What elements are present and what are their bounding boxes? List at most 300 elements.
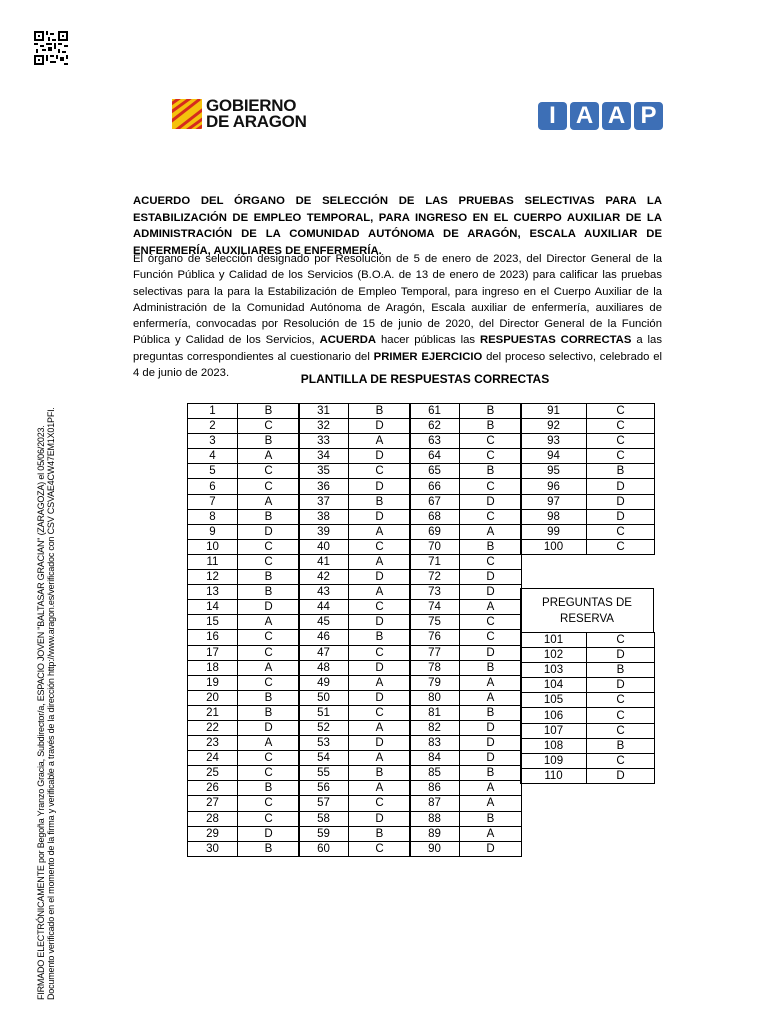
question-number: 31 <box>299 404 349 419</box>
question-number: 59 <box>299 826 349 841</box>
question-number: 61 <box>410 404 460 419</box>
answer-letter: B <box>238 570 300 585</box>
answer-row <box>299 660 411 675</box>
answer-letter: A <box>349 675 411 690</box>
question-number: 35 <box>299 464 349 479</box>
answer-row <box>299 675 411 690</box>
answer-row <box>188 494 300 509</box>
reserve-row <box>521 663 655 678</box>
answer-row <box>188 660 300 675</box>
answer-row <box>299 539 411 554</box>
reserve-answer: C <box>587 708 655 723</box>
answer-letter: A <box>238 660 300 675</box>
answer-row <box>410 434 522 449</box>
answer-letter: D <box>349 660 411 675</box>
answer-row <box>188 675 300 690</box>
answer-row <box>299 796 411 811</box>
question-number: 41 <box>299 554 349 569</box>
answer-row <box>410 585 522 600</box>
answer-row <box>410 675 522 690</box>
answer-letter: A <box>460 826 522 841</box>
body-part3: a las preguntas correspondientes al cuestionario del <box>133 334 662 363</box>
question-number: 16 <box>188 630 238 645</box>
question-number: 49 <box>299 675 349 690</box>
answer-row <box>299 736 411 751</box>
answer-row <box>299 630 411 645</box>
question-number: 14 <box>188 600 238 615</box>
question-number: 17 <box>188 645 238 660</box>
question-number: 65 <box>410 464 460 479</box>
answer-letter: C <box>460 630 522 645</box>
question-number: 100 <box>521 539 587 554</box>
answer-row <box>410 464 522 479</box>
iaap-letter: P <box>634 102 663 130</box>
answer-row <box>188 554 300 569</box>
answer-letter: A <box>460 600 522 615</box>
reserve-row <box>521 693 655 708</box>
question-number: 72 <box>410 570 460 585</box>
answer-letter: B <box>460 539 522 554</box>
answer-letter: C <box>349 705 411 720</box>
question-number: 30 <box>188 841 238 856</box>
answer-letter: D <box>349 690 411 705</box>
reserve-number: 102 <box>521 648 587 663</box>
answer-letter: D <box>238 720 300 735</box>
question-number: 64 <box>410 449 460 464</box>
question-number: 42 <box>299 570 349 585</box>
answer-row <box>299 705 411 720</box>
answer-row <box>299 509 411 524</box>
answer-letter: C <box>349 539 411 554</box>
question-number: 6 <box>188 479 238 494</box>
answer-letter: D <box>238 600 300 615</box>
question-number: 4 <box>188 449 238 464</box>
answer-letter: D <box>238 524 300 539</box>
answer-letter: C <box>238 554 300 569</box>
body-part2: hacer públicas las <box>376 334 480 347</box>
answers-table-61-90 <box>409 403 522 857</box>
question-number: 99 <box>521 524 587 539</box>
body-bold-respuestas: RESPUESTAS CORRECTAS <box>479 334 632 347</box>
question-number: 13 <box>188 585 238 600</box>
answer-letter: B <box>238 585 300 600</box>
answer-row <box>299 585 411 600</box>
answer-letter: C <box>587 539 655 554</box>
question-number: 37 <box>299 494 349 509</box>
reserve-row <box>521 633 655 648</box>
electronic-signature-note <box>36 407 56 1000</box>
answer-letter: B <box>238 690 300 705</box>
question-number: 63 <box>410 434 460 449</box>
answer-row <box>188 449 300 464</box>
question-number: 71 <box>410 554 460 569</box>
reserve-number: 108 <box>521 738 587 753</box>
answer-letter: A <box>238 736 300 751</box>
answer-row <box>188 615 300 630</box>
answer-letter: D <box>238 826 300 841</box>
answer-row <box>521 494 655 509</box>
gobierno-line1: GOBIERNO <box>206 96 297 115</box>
question-number: 92 <box>521 419 587 434</box>
question-number: 51 <box>299 705 349 720</box>
question-number: 93 <box>521 434 587 449</box>
answer-letter: D <box>349 615 411 630</box>
question-number: 10 <box>188 539 238 554</box>
question-number: 40 <box>299 539 349 554</box>
signature-line1: FIRMADO ELECTRÓNICAMENTE por Begoña Yranzo Gracia, Subdirector/a, ESPACIO JOVEN "BALTASAR GRACIAN" (ZARAGOZA) el 05/06/2023. <box>36 425 46 1000</box>
question-number: 77 <box>410 645 460 660</box>
answer-letter: D <box>349 570 411 585</box>
answer-letter: C <box>460 615 522 630</box>
answer-letter: B <box>587 464 655 479</box>
answer-row <box>188 419 300 434</box>
answer-row <box>410 811 522 826</box>
answer-letter: C <box>238 645 300 660</box>
question-number: 36 <box>299 479 349 494</box>
question-number: 96 <box>521 479 587 494</box>
qr-code <box>34 31 68 65</box>
answer-row <box>299 615 411 630</box>
answer-letter: C <box>349 796 411 811</box>
question-number: 73 <box>410 585 460 600</box>
answer-letter: D <box>349 449 411 464</box>
question-number: 43 <box>299 585 349 600</box>
question-number: 57 <box>299 796 349 811</box>
question-number: 23 <box>188 736 238 751</box>
answer-row <box>299 479 411 494</box>
answer-letter: A <box>460 796 522 811</box>
answer-letter: D <box>587 509 655 524</box>
answer-row <box>188 766 300 781</box>
answer-row <box>299 751 411 766</box>
reserve-number: 109 <box>521 753 587 768</box>
answer-letter: B <box>238 781 300 796</box>
answer-row <box>299 690 411 705</box>
answer-row <box>521 449 655 464</box>
answer-row <box>188 524 300 539</box>
question-number: 44 <box>299 600 349 615</box>
question-number: 8 <box>188 509 238 524</box>
reserve-row <box>521 678 655 693</box>
answer-letter: C <box>238 751 300 766</box>
answer-letter: B <box>349 766 411 781</box>
answer-row <box>188 509 300 524</box>
question-number: 98 <box>521 509 587 524</box>
question-number: 50 <box>299 690 349 705</box>
reserve-number: 110 <box>521 768 587 783</box>
answer-letter: C <box>587 434 655 449</box>
question-number: 33 <box>299 434 349 449</box>
reserve-number: 105 <box>521 693 587 708</box>
reserve-answer: C <box>587 693 655 708</box>
answer-row <box>521 464 655 479</box>
question-number: 80 <box>410 690 460 705</box>
answer-row <box>410 736 522 751</box>
body-part1: El órgano de selección designado por Resolución de 5 de enero de 2023, del Director General de la Función Pública y Calidad de los Servicios (B.O.A. de 13 de enero de 2023) para calificar las pruebas selectivas para la para la Estabilización de Empleo Temporal, para ingreso en el Cuerpo Auxiliar de la Administración de la Comunidad Autónoma de Aragón, Escala auxiliar de enfermería, auxiliares de enfermería, convocadas por Resolución de 15 de junio de 2020, del Director General de la Función Pública y Calidad de los Servicios, <box>133 253 662 347</box>
question-number: 39 <box>299 524 349 539</box>
answer-letter: C <box>238 479 300 494</box>
question-number: 95 <box>521 464 587 479</box>
answer-row <box>410 630 522 645</box>
question-number: 25 <box>188 766 238 781</box>
answer-letter: C <box>460 479 522 494</box>
question-number: 12 <box>188 570 238 585</box>
answer-row <box>410 479 522 494</box>
question-number: 69 <box>410 524 460 539</box>
reserve-answer: B <box>587 663 655 678</box>
reserve-answer: D <box>587 648 655 663</box>
answer-letter: C <box>238 796 300 811</box>
question-number: 1 <box>188 404 238 419</box>
reserve-answer: C <box>587 753 655 768</box>
answer-letter: B <box>238 404 300 419</box>
answer-row <box>299 781 411 796</box>
answer-row <box>299 449 411 464</box>
answer-letter: B <box>238 434 300 449</box>
answer-letter: D <box>349 736 411 751</box>
question-number: 53 <box>299 736 349 751</box>
gobierno-de-aragon-logo <box>172 98 307 130</box>
answer-letter: D <box>587 494 655 509</box>
answer-letter: C <box>238 464 300 479</box>
question-number: 26 <box>188 781 238 796</box>
question-number: 45 <box>299 615 349 630</box>
question-number: 20 <box>188 690 238 705</box>
answer-letter: B <box>238 705 300 720</box>
answer-letter: A <box>349 524 411 539</box>
answer-letter: A <box>238 449 300 464</box>
answer-row <box>299 570 411 585</box>
answer-letter: A <box>460 781 522 796</box>
answer-letter: B <box>349 404 411 419</box>
answer-letter: D <box>460 751 522 766</box>
answer-row <box>188 781 300 796</box>
answer-row <box>410 404 522 419</box>
answer-row <box>299 826 411 841</box>
answer-row <box>410 554 522 569</box>
question-number: 34 <box>299 449 349 464</box>
question-number: 38 <box>299 509 349 524</box>
reserve-title: PREGUNTAS DE RESERVA <box>520 588 654 632</box>
question-number: 88 <box>410 811 460 826</box>
answer-letter: B <box>349 826 411 841</box>
answer-row <box>188 479 300 494</box>
answer-letter: C <box>349 841 411 856</box>
question-number: 24 <box>188 751 238 766</box>
answer-letter: A <box>238 615 300 630</box>
answer-letter: A <box>460 675 522 690</box>
answer-letter: A <box>349 781 411 796</box>
answer-row <box>299 554 411 569</box>
answer-row <box>410 841 522 856</box>
answer-row <box>521 479 655 494</box>
question-number: 22 <box>188 720 238 735</box>
reserve-row <box>521 768 655 783</box>
body-bold-acuerda: ACUERDA <box>319 334 377 347</box>
question-number: 94 <box>521 449 587 464</box>
answer-letter: C <box>460 449 522 464</box>
answer-row <box>410 660 522 675</box>
answer-letter: D <box>349 811 411 826</box>
answer-letter: C <box>460 554 522 569</box>
answer-row <box>410 615 522 630</box>
answer-letter: D <box>460 570 522 585</box>
question-number: 15 <box>188 615 238 630</box>
answer-row <box>410 796 522 811</box>
answer-letter: C <box>238 675 300 690</box>
answer-letter: D <box>460 494 522 509</box>
answer-letter: D <box>460 720 522 735</box>
answer-row <box>188 796 300 811</box>
answer-row <box>410 494 522 509</box>
answer-letter: D <box>349 419 411 434</box>
question-number: 68 <box>410 509 460 524</box>
question-number: 83 <box>410 736 460 751</box>
answer-letter: A <box>349 720 411 735</box>
answer-letter: C <box>349 464 411 479</box>
answer-letter: A <box>349 751 411 766</box>
answer-letter: D <box>460 645 522 660</box>
reserve-row <box>521 708 655 723</box>
signature-line2: Documento verificado en el momento de la firma y verificable a través de la dirección http://www.aragon.es/verificadoc con CSV CSVAE4CW47EM1X01PFI. <box>46 407 56 1000</box>
question-number: 27 <box>188 796 238 811</box>
answer-row <box>521 509 655 524</box>
question-number: 75 <box>410 615 460 630</box>
question-number: 9 <box>188 524 238 539</box>
iaap-letter: I <box>538 102 567 130</box>
answer-letter: C <box>238 419 300 434</box>
question-number: 79 <box>410 675 460 690</box>
answer-row <box>188 811 300 826</box>
question-number: 87 <box>410 796 460 811</box>
answers-table-91-100 <box>520 403 655 555</box>
question-number: 46 <box>299 630 349 645</box>
answer-letter: C <box>587 524 655 539</box>
answer-letter: B <box>460 705 522 720</box>
question-number: 91 <box>521 404 587 419</box>
answer-letter: C <box>460 509 522 524</box>
answer-letter: D <box>460 841 522 856</box>
answer-letter: B <box>460 766 522 781</box>
question-number: 54 <box>299 751 349 766</box>
answer-row <box>299 419 411 434</box>
answer-letter: C <box>349 600 411 615</box>
answer-letter: A <box>460 524 522 539</box>
answer-row <box>521 419 655 434</box>
answer-row <box>410 705 522 720</box>
answer-letter: B <box>238 509 300 524</box>
answer-letter: C <box>238 539 300 554</box>
answer-letter: D <box>460 585 522 600</box>
answer-row <box>410 524 522 539</box>
answer-row <box>188 751 300 766</box>
reserve-row <box>521 648 655 663</box>
answer-row <box>410 645 522 660</box>
question-number: 89 <box>410 826 460 841</box>
answer-letter: C <box>238 630 300 645</box>
body-paragraph <box>133 251 662 381</box>
answer-letter: D <box>460 736 522 751</box>
question-number: 28 <box>188 811 238 826</box>
reserve-row <box>521 723 655 738</box>
answer-row <box>188 630 300 645</box>
answer-row <box>188 720 300 735</box>
question-number: 85 <box>410 766 460 781</box>
reserve-answer: D <box>587 768 655 783</box>
answer-row <box>188 736 300 751</box>
answer-row <box>299 524 411 539</box>
question-number: 19 <box>188 675 238 690</box>
question-number: 3 <box>188 434 238 449</box>
answer-row <box>299 645 411 660</box>
answer-row <box>410 539 522 554</box>
question-number: 56 <box>299 781 349 796</box>
answer-row <box>299 464 411 479</box>
question-number: 97 <box>521 494 587 509</box>
answer-row <box>188 600 300 615</box>
answer-row <box>521 404 655 419</box>
answer-letter: B <box>349 494 411 509</box>
answer-row <box>188 539 300 554</box>
aragon-flag-icon <box>172 99 202 129</box>
gobierno-line2: DE ARAGON <box>206 112 307 131</box>
answer-row <box>188 570 300 585</box>
question-number: 58 <box>299 811 349 826</box>
answer-letter: B <box>460 811 522 826</box>
answer-row <box>299 404 411 419</box>
answer-row <box>299 720 411 735</box>
answers-table-31-60 <box>298 403 411 857</box>
answer-row <box>188 404 300 419</box>
answer-row <box>410 690 522 705</box>
question-number: 67 <box>410 494 460 509</box>
answer-row <box>299 766 411 781</box>
question-number: 81 <box>410 705 460 720</box>
answer-letter: C <box>587 419 655 434</box>
answer-letter: A <box>349 434 411 449</box>
answer-letter: C <box>349 645 411 660</box>
question-number: 60 <box>299 841 349 856</box>
answer-letter: A <box>349 554 411 569</box>
answer-letter: B <box>460 464 522 479</box>
reserve-answer: C <box>587 723 655 738</box>
answer-letter: C <box>460 434 522 449</box>
answers-table-1-30 <box>187 403 300 857</box>
question-number: 21 <box>188 705 238 720</box>
answer-row <box>299 494 411 509</box>
answer-letter: B <box>460 660 522 675</box>
answer-letter: B <box>460 419 522 434</box>
answer-row <box>410 826 522 841</box>
answer-row <box>188 690 300 705</box>
question-number: 18 <box>188 660 238 675</box>
answer-letter: A <box>238 494 300 509</box>
question-number: 47 <box>299 645 349 660</box>
answer-row <box>188 585 300 600</box>
answer-row <box>188 645 300 660</box>
answer-letter: A <box>460 690 522 705</box>
question-number: 78 <box>410 660 460 675</box>
question-number: 52 <box>299 720 349 735</box>
answer-row <box>188 705 300 720</box>
answer-row <box>188 464 300 479</box>
answer-row <box>410 720 522 735</box>
answer-row <box>299 811 411 826</box>
answer-row <box>521 434 655 449</box>
answer-letter: D <box>349 479 411 494</box>
answer-row <box>410 751 522 766</box>
iaap-letter: A <box>602 102 631 130</box>
